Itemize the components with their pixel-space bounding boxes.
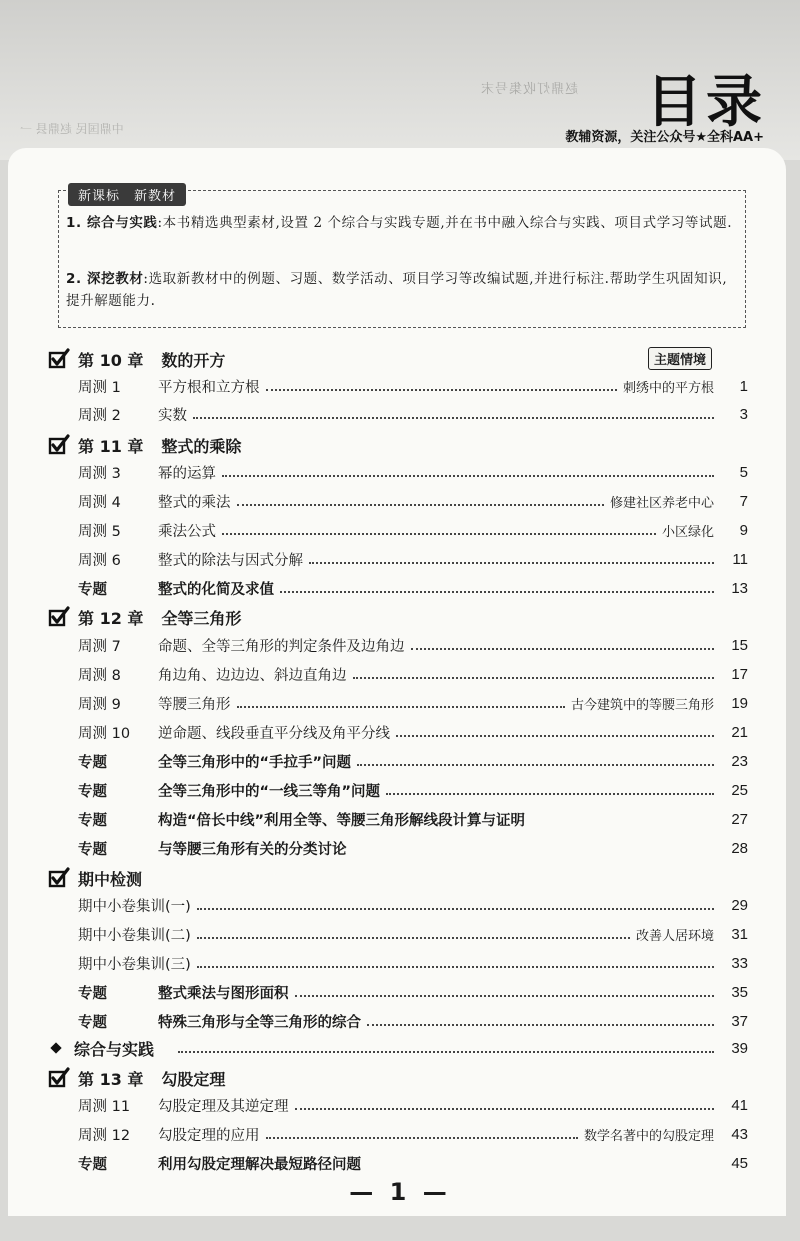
entry-title: 利用勾股定理解决最短路径问题 bbox=[158, 1156, 361, 1173]
toc-entry[interactable] bbox=[78, 577, 748, 599]
chapter-heading bbox=[48, 605, 241, 629]
page-ref: 43 bbox=[731, 1125, 748, 1143]
entry-title: 命题、全等三角形的判定条件及边角边 bbox=[158, 638, 405, 655]
theme-context-tag: 小区绿化 bbox=[661, 524, 714, 540]
page-ref: 27 bbox=[731, 810, 748, 828]
entry-title: 特殊三角形与全等三角形的综合 bbox=[158, 1014, 361, 1031]
entry-label: 周测 10 bbox=[78, 725, 131, 742]
chapter-label: 第 10 章 bbox=[78, 350, 144, 370]
page-title: 目录 bbox=[646, 70, 766, 135]
leader-dots bbox=[353, 677, 715, 679]
leader-dots bbox=[280, 591, 714, 593]
badge-new-textbook: 新教材 bbox=[134, 189, 177, 204]
leader-dots bbox=[237, 504, 604, 506]
toc-entry[interactable] bbox=[78, 1123, 748, 1145]
chapter-title: 勾股定理 bbox=[161, 1069, 226, 1089]
leader-dots bbox=[197, 937, 630, 939]
chapter-heading bbox=[48, 433, 241, 457]
page-ref: 31 bbox=[731, 925, 748, 943]
theme-context-tag: 改善人居环境 bbox=[635, 928, 714, 944]
toc-entry[interactable] bbox=[78, 375, 748, 397]
leader-dots bbox=[396, 735, 714, 737]
leader-dots bbox=[367, 1024, 714, 1026]
entry-label: 周测 5 bbox=[78, 523, 121, 540]
leader-dots bbox=[295, 995, 715, 997]
toc-entry[interactable] bbox=[78, 548, 748, 570]
intro-item-2 bbox=[66, 268, 736, 312]
leader-dots bbox=[237, 706, 565, 708]
entry-label: 期中小卷集训(二) bbox=[78, 927, 191, 944]
intro-item-2-text: :选取新教材中的例题、习题、数学活动、项目学习等改编试题,并进行标注.帮助学生巩固知识,提升解题能力. bbox=[66, 271, 728, 309]
leader-dots bbox=[197, 966, 714, 968]
checkbox-checked-icon bbox=[48, 867, 70, 889]
toc-entry[interactable] bbox=[78, 837, 748, 859]
theme-context-tag: 数学名著中的勾股定理 bbox=[583, 1128, 714, 1144]
entry-title: 实数 bbox=[158, 407, 187, 424]
toc-entry[interactable] bbox=[78, 981, 748, 1003]
theme-context-badge: 主题情境 bbox=[648, 347, 712, 370]
page-ref: 17 bbox=[731, 665, 748, 683]
theme-context-tag: 修建社区养老中心 bbox=[609, 495, 714, 511]
theme-context-tag: 古今建筑中的等腰三角形 bbox=[570, 697, 714, 713]
chapter-title: 全等三角形 bbox=[161, 608, 242, 628]
entry-label: 周测 1 bbox=[78, 379, 121, 396]
entry-label: 周测 9 bbox=[78, 696, 121, 713]
intro-badge bbox=[68, 183, 186, 206]
toc-entry[interactable] bbox=[78, 663, 748, 685]
page-ref: 41 bbox=[731, 1096, 748, 1114]
entry-label: 专题 bbox=[78, 783, 107, 800]
entry-label: 专题 bbox=[78, 812, 107, 829]
toc-entry[interactable] bbox=[78, 894, 748, 916]
page-ref: 3 bbox=[739, 405, 748, 423]
page-ref: 45 bbox=[731, 1154, 748, 1172]
entry-title: 整式乘法与图形面积 bbox=[158, 985, 289, 1002]
entry-title: 整式的乘法 bbox=[158, 494, 231, 511]
page-ref: 39 bbox=[731, 1039, 748, 1057]
badge-new-curriculum: 新课标 bbox=[78, 189, 121, 204]
leader-dots bbox=[266, 1137, 578, 1139]
toc-entry[interactable] bbox=[78, 808, 748, 830]
entry-label: 周测 4 bbox=[78, 494, 121, 511]
intro-item-1-head: 1. 综合与实践 bbox=[66, 215, 158, 231]
page-number: — 1 — bbox=[349, 1178, 451, 1206]
chapter-heading bbox=[48, 866, 160, 890]
entry-label: 周测 7 bbox=[78, 638, 121, 655]
entry-label: 专题 bbox=[78, 1156, 107, 1173]
page-ref: 19 bbox=[731, 694, 748, 712]
leader-dots bbox=[197, 908, 714, 910]
chapter-heading bbox=[48, 1066, 225, 1090]
page-ref: 1 bbox=[739, 377, 748, 395]
toc-entry[interactable] bbox=[78, 1152, 748, 1174]
page-ref: 21 bbox=[731, 723, 748, 741]
checkbox-checked-icon bbox=[48, 1067, 70, 1089]
entry-title: 全等三角形中的“一线三等角”问题 bbox=[158, 783, 381, 800]
entry-title: 整式的化简及求值 bbox=[158, 581, 274, 598]
chapter-title: 数的开方 bbox=[161, 350, 226, 370]
entry-label: 专题 bbox=[78, 1014, 107, 1031]
leader-dots bbox=[295, 1108, 715, 1110]
entry-label: 期中小卷集训(三) bbox=[78, 956, 191, 973]
intro-item-1-text: :本书精选典型素材,设置 2 个综合与实践专题,并在书中融入综合与实践、项目式学习等试题. bbox=[157, 215, 733, 231]
toc-entry[interactable] bbox=[78, 923, 748, 945]
toc-entry[interactable] bbox=[78, 750, 748, 772]
toc-entry[interactable] bbox=[78, 490, 748, 512]
leader-dots bbox=[222, 475, 714, 477]
chapter-label: 期中检测 bbox=[78, 869, 143, 889]
page-ref: 37 bbox=[731, 1012, 748, 1030]
entry-label: 专题 bbox=[78, 581, 107, 598]
checkbox-checked-icon bbox=[48, 434, 70, 456]
bleed-through-text-2: 中鼎国民 赵鼎县 一 bbox=[20, 122, 124, 136]
page-ref: 33 bbox=[731, 954, 748, 972]
toc-entry[interactable] bbox=[78, 461, 748, 483]
toc-entry[interactable] bbox=[78, 1094, 748, 1116]
leader-dots bbox=[193, 417, 714, 419]
entry-title: 乘法公式 bbox=[158, 523, 216, 540]
entry-label: 期中小卷集训(一) bbox=[78, 898, 191, 915]
chapter-label: 第 13 章 bbox=[78, 1069, 144, 1089]
entry-label: 专题 bbox=[78, 754, 107, 771]
intro-item-2-head: 2. 深挖教材 bbox=[66, 271, 144, 287]
entry-label: 专题 bbox=[78, 841, 107, 858]
entry-label: 专题 bbox=[78, 985, 107, 1002]
toc-entry[interactable] bbox=[78, 721, 748, 743]
entry-title: 幂的运算 bbox=[158, 465, 216, 482]
theme-context-tag: 刺绣中的平方根 bbox=[622, 380, 714, 396]
leader-dots bbox=[222, 533, 656, 535]
page-ref: 5 bbox=[739, 463, 748, 481]
entry-title: 平方根和立方根 bbox=[158, 379, 260, 396]
entry-title: 勾股定理的应用 bbox=[158, 1127, 260, 1144]
toc-entry[interactable] bbox=[78, 519, 748, 541]
toc-entry[interactable] bbox=[78, 692, 748, 714]
leader-dots bbox=[309, 562, 714, 564]
page-ref: 29 bbox=[731, 896, 748, 914]
page-ref: 15 bbox=[731, 636, 748, 654]
chapter-label: 第 11 章 bbox=[78, 436, 144, 456]
page-ref: 28 bbox=[731, 839, 748, 857]
checkbox-checked-icon bbox=[48, 348, 70, 370]
toc-entry[interactable] bbox=[78, 1010, 748, 1032]
chapter-label: 综合与实践 bbox=[74, 1039, 155, 1059]
chapter-heading bbox=[48, 347, 225, 371]
leader-dots bbox=[386, 793, 714, 795]
page-ref: 35 bbox=[731, 983, 748, 1001]
chapter-title: 整式的乘除 bbox=[161, 436, 242, 456]
toc-entry[interactable] bbox=[78, 952, 748, 974]
entry-title: 全等三角形中的“手拉手”问题 bbox=[158, 754, 352, 771]
entry-label: 周测 8 bbox=[78, 667, 121, 684]
leader-dots bbox=[357, 764, 714, 766]
toc-entry[interactable] bbox=[78, 779, 748, 801]
entry-label: 周测 6 bbox=[78, 552, 121, 569]
checkbox-checked-icon bbox=[48, 606, 70, 628]
entry-title: 构造“倍长中线”利用全等、等腰三角形解线段计算与证明 bbox=[158, 812, 526, 829]
toc-entry[interactable] bbox=[78, 634, 748, 656]
leader-dots bbox=[411, 648, 715, 650]
chapter-label: 第 12 章 bbox=[78, 608, 144, 628]
entry-title: 等腰三角形 bbox=[158, 696, 231, 713]
page-ref: 23 bbox=[731, 752, 748, 770]
entry-title: 逆命题、线段垂直平分线及角平分线 bbox=[158, 725, 390, 742]
page-ref: 11 bbox=[732, 550, 748, 568]
page-ref: 9 bbox=[739, 521, 748, 539]
entry-label: 周测 2 bbox=[78, 407, 121, 424]
page-ref: 25 bbox=[731, 781, 748, 799]
entry-title: 整式的除法与因式分解 bbox=[158, 552, 303, 569]
leader-dots bbox=[178, 1051, 714, 1053]
entry-label: 周测 3 bbox=[78, 465, 121, 482]
entry-label: 周测 11 bbox=[78, 1098, 131, 1115]
intro-item-1 bbox=[66, 212, 736, 234]
toc-entry[interactable] bbox=[78, 403, 748, 425]
header-note: 教辅资源，关注公众号★全科AA+ bbox=[565, 130, 764, 145]
bleed-through-text: 赵鼎灯收集号末 bbox=[480, 82, 579, 97]
page-ref: 13 bbox=[731, 579, 748, 597]
leader-dots bbox=[266, 389, 617, 391]
entry-title: 角边角、边边边、斜边直角边 bbox=[158, 667, 347, 684]
entry-label: 周测 12 bbox=[78, 1127, 131, 1144]
diamond-bullet-icon bbox=[50, 1042, 61, 1053]
entry-title: 勾股定理及其逆定理 bbox=[158, 1098, 289, 1115]
page-ref: 7 bbox=[739, 492, 748, 510]
entry-title: 与等腰三角形有关的分类讨论 bbox=[158, 841, 347, 858]
chapter-heading bbox=[48, 1036, 748, 1060]
